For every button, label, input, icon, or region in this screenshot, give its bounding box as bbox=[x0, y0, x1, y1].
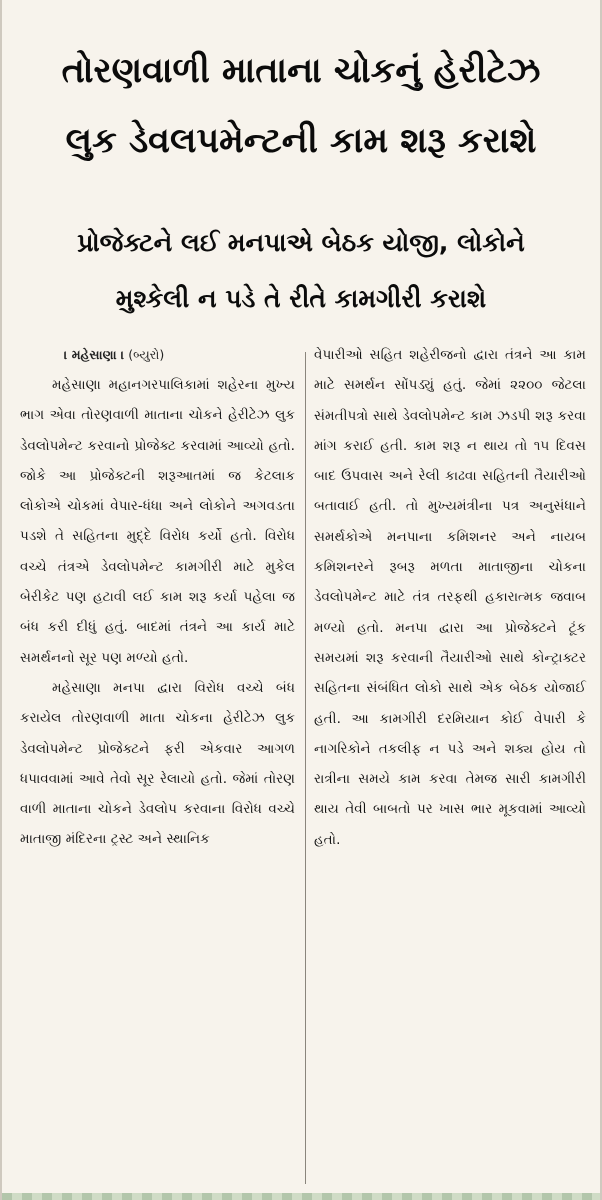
article-paragraph-3: વેપારીઓ સહિત શહેરીજનો દ્વારા તંત્રને આ કામ માટે સમર્થન સોંપડ્યું હતું. જેમાં ૨૨૦૦ જેટલા સંમતીપત્રો સાથે ડેવલોપમેન્ટ કામ ઝડપી શરૂ કરવા માંગ કરાઈ હતી. કામ શરૂ ન થાય તો ૧૫ દિવસ બાદ ઉપવાસ અને રેલી કાઢવા સહિતની તૈયારીઓ બતાવાઈ હતી. તો મુખ્યમંત્રીના પત્ર અનુસંધાને સમર્થકોએ મનપાના કમિશનર અને નાયબ કમિશનરને રૂબરૂ મળતા માતાજીના ચોકના ડેવલોપમેન્ટ માટે તંત્ર તરફથી હકારાત્મક જવાબ મળ્યો હતો. મનપા દ્વારા આ પ્રોજેક્ટને ટૂંક સમયમાં શરૂ કરવાની તૈયારીઓ સાથે કોન્ટ્રાક્ટર સહિતના સંબંધિત લોકો સાથે એક બેઠક યોજાઈ હતી. આ કામગીરી દરમિયાન કોઈ વેપારી કે નાગરિકોને તકલીફ ન પડે અને શક્ય હોય તો રાત્રીના સમયે કામ કરવા તેમજ સારી કામગીરી થાય તેવી બાબતો પર ખાસ ભાર મૂકવામાં આવ્યો હતો. bbox=[314, 347, 586, 848]
column-divider bbox=[305, 352, 306, 1184]
article-paragraph-1: મહેસાણા મહાનગરપાલિકામાં શહેરના મુખ્ય ભાગ એવા તોરણવાળી માતાના ચોકને હેરીટેઝ લુક ડેવલોપમેન્ટ કરવાનો પ્રોજેક્ટ કરવામાં આવ્યો હતો. જોકે આ પ્રોજેક્ટની શરૂઆતમાં જ કેટલાક લોકોએ ચોકમાં વેપાર-ધંધા અને લોકોને અગવડતા પડશે તે સહિતના મુદ્દે વિરોધ કર્યો હતો. વિરોધ વચ્ચે તંત્રએ ડેવલોપમેન્ટ કામગીરી માટે મુકેલ બેરીકેટ પણ હટાવી લઈ કામ શરૂ કર્યા પહેલા જ બંધ કરી દીધું હતું. બાદમાં તંત્રને આ કાર્ય માટે સમર્થનનો સૂર પણ મળ્યો હતો. bbox=[20, 377, 295, 666]
dateline-place: । મહેસાણા । bbox=[64, 347, 125, 362]
dateline bbox=[20, 340, 295, 370]
dateline-source: (બ્યુરો) bbox=[128, 347, 165, 362]
subheadline-line-2: મુશ્કેલી ન પડે તે રીતે કામગીરી કરાશે bbox=[115, 284, 487, 313]
article-column-left bbox=[20, 340, 295, 855]
article-paragraph-2: મહેસાણા મનપા દ્વારા વિરોધ વચ્ચે બંધ કરાયેલ તોરણવાળી માતા ચોકના હેરીટેઝ લુક ડેવલોપમેન્ટ પ્રોજેક્ટને ફરી એકવાર આગળ ધપાવવામાં આવે તેવો સૂર રેલાયો હતો. જેમાં તોરણ વાળી માતાના ચોકને ડેવલોપ કરવાના વિરોધ વચ્ચે માતાજી મંદિરના ટ્રસ્ટ અને સ્થાનિક bbox=[20, 679, 295, 848]
bottom-border-decoration bbox=[2, 1193, 600, 1200]
headline-line-1: તોરણવાળી માતાના ચોકનું હેરીટેઝ bbox=[61, 51, 541, 91]
headline-line-2: લુક ડેવલપમેન્ટની કામ શરૂ કરાશે bbox=[65, 121, 537, 161]
article-column-right bbox=[314, 340, 586, 855]
subheadline-line-1: પ્રોજેક્ટને લઈ મનપાએ બેઠક યોજી, લોકોને bbox=[77, 228, 525, 257]
